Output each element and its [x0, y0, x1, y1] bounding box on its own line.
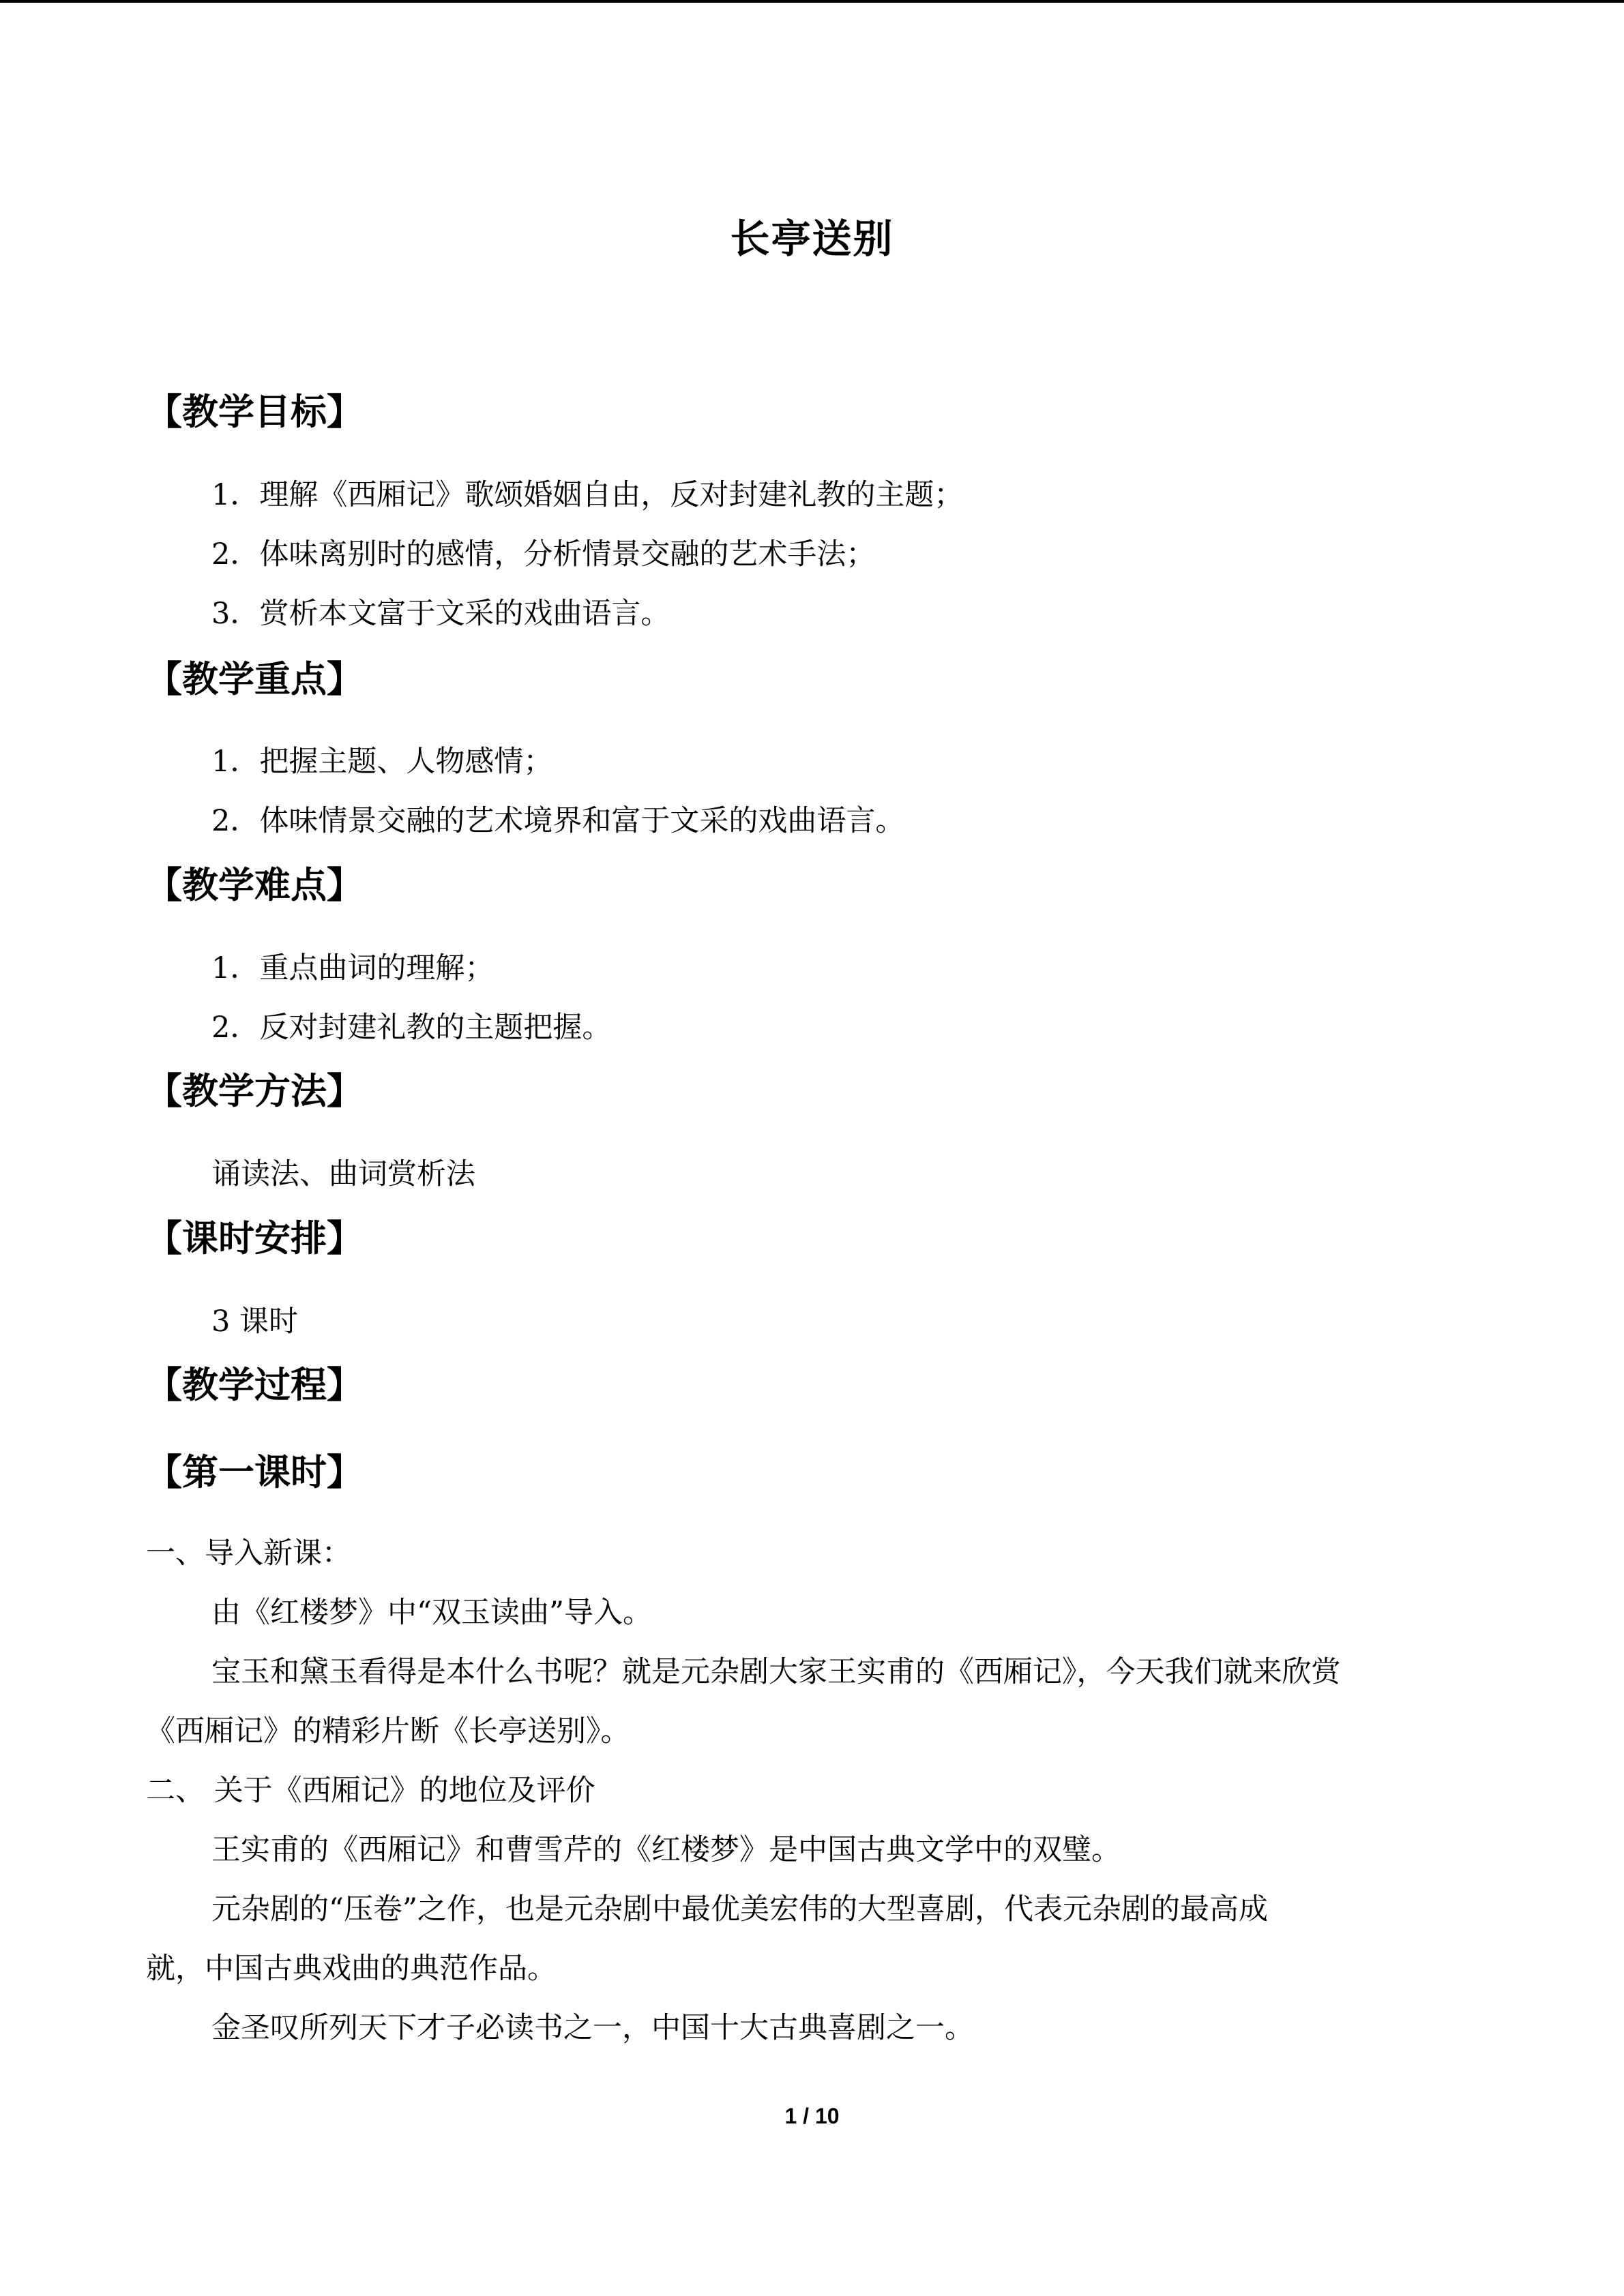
difficulty-item-2: 2．反对封建礼教的主题把握。 [211, 1011, 612, 1045]
part2-line-4: 金圣叹所列天下才子必读书之一，中国十大古典喜剧之一。 [211, 2011, 974, 2045]
schedule-text: 3 课时 [211, 1304, 299, 1339]
top-border-line [0, 0, 1624, 3]
part1-line-2: 宝玉和黛玉看得是本什么书呢？就是元杂剧大家王实甫的《西厢记》，今天我们就来欣赏 [211, 1655, 1341, 1689]
methods-text: 诵读法、曲词赏析法 [211, 1157, 475, 1191]
heading-process: 【教学过程】 [146, 1365, 363, 1406]
part1-line-1: 由《红楼梦》中“双玉读曲”导入。 [211, 1596, 652, 1630]
part2-line-3: 就，中国古典戏曲的典范作品。 [146, 1952, 557, 1986]
part1-title: 一、导入新课： [146, 1536, 351, 1570]
key-point-item-2: 2．体味情景交融的艺术境界和富于文采的戏曲语言。 [211, 804, 905, 838]
goal-item-3: 3．赏析本文富于文采的戏曲语言。 [211, 597, 670, 631]
part2-title: 二、 关于《西厢记》的地位及评价 [146, 1774, 595, 1808]
part2-line-1: 王实甫的《西厢记》和曹雪芹的《红楼梦》是中国古典文学中的双璧。 [211, 1833, 1121, 1867]
page-number: 1 / 10 [784, 2104, 840, 2128]
difficulty-item-1: 1．重点曲词的理解； [211, 951, 494, 985]
part1-line-3: 《西厢记》的精彩片断《长亭送别》。 [146, 1714, 630, 1748]
goal-item-1: 1．理解《西厢记》歌颂婚姻自由，反对封建礼教的主题； [211, 478, 964, 512]
document-title: 长亭送别 [730, 215, 894, 262]
goal-item-2: 2．体味离别时的感情，分析情景交融的艺术手法； [211, 537, 876, 571]
heading-schedule: 【课时安排】 [146, 1218, 363, 1259]
heading-key-points: 【教学重点】 [146, 659, 363, 700]
heading-lesson-one: 【第一课时】 [146, 1452, 363, 1493]
part2-line-2: 元杂剧的“压卷”之作，也是元杂剧中最优美宏伟的大型喜剧，代表元杂剧的最高成 [211, 1892, 1268, 1926]
heading-methods: 【教学方法】 [146, 1071, 363, 1112]
heading-difficulties: 【教学难点】 [146, 865, 363, 906]
heading-teaching-goals: 【教学目标】 [146, 391, 363, 433]
key-point-item-1: 1．把握主题、人物感情； [211, 745, 553, 779]
